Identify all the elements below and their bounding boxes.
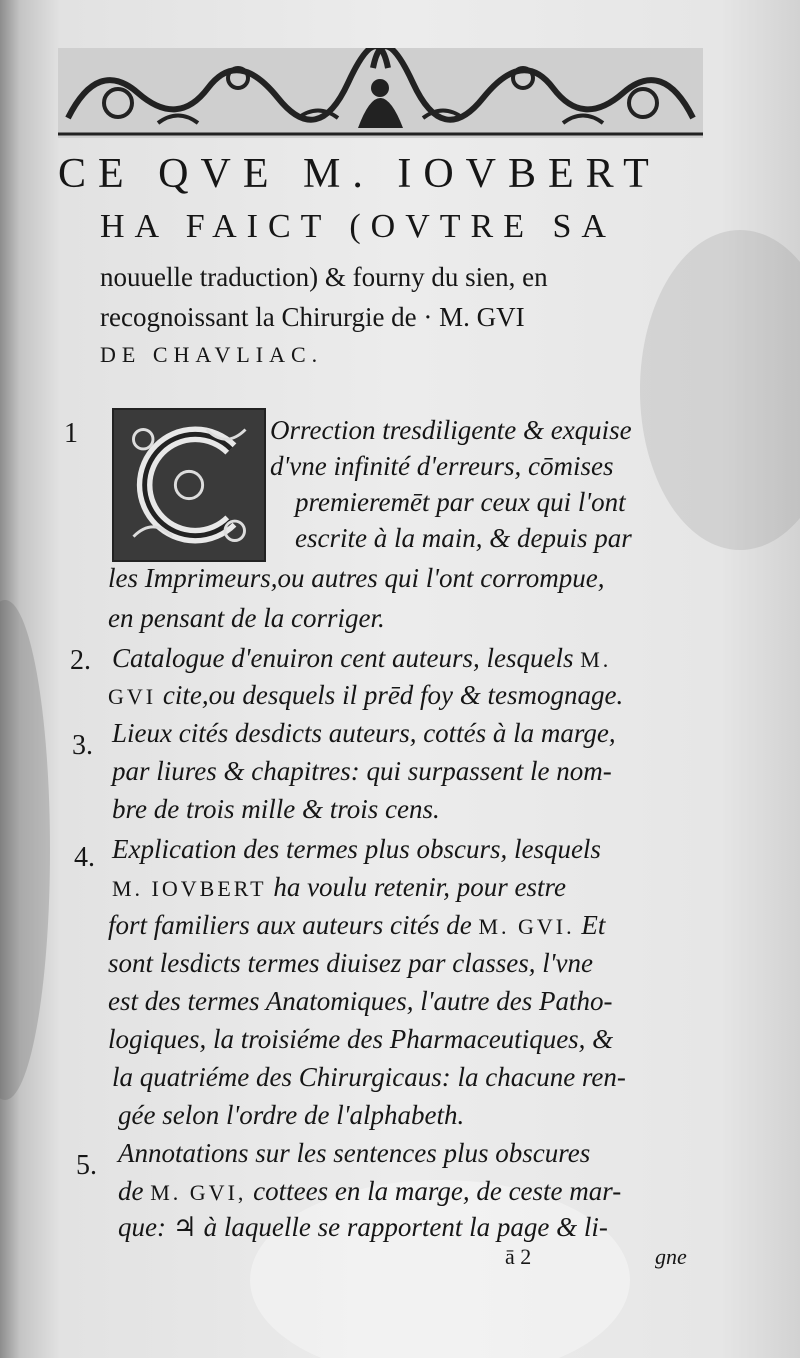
catchword: gne [655, 1244, 687, 1269]
item-4-line-2 [112, 872, 566, 903]
item-2-line-2-text: cite,ou desquels il prēd foy & tesmognage. [162, 680, 624, 710]
item-number-3: 3. [72, 730, 93, 761]
subtitle-line-3: DE CHAVLIAC. [100, 342, 324, 367]
item-2-line-1-author: M. [580, 647, 612, 672]
item-2-line-2 [108, 680, 623, 711]
item-4-line-8: gée selon l'ordre de l'alphabeth. [118, 1100, 465, 1130]
item-1-line-4: escrite à la main, & depuis par [295, 523, 632, 553]
item-1-line-3: premieremēt par ceux qui l'ont [295, 487, 626, 517]
item-4-line-7: la quatriéme des Chirurgicaus: la chacune ren- [112, 1062, 626, 1092]
item-4-line-4: sont lesdicts termes diuisez par classes, l'vne [108, 948, 593, 978]
item-4-line-3-text-b: Et [581, 910, 606, 940]
page-edge-shadow [0, 600, 50, 1100]
item-4-line-5: est des termes Anatomiques, l'autre des Patho- [108, 986, 613, 1016]
item-number-2: 2. [70, 645, 91, 676]
item-1-line-6: en pensant de la corriger. [108, 603, 385, 633]
item-3-line-3: bre de trois mille & trois cens. [112, 794, 440, 824]
item-number-5: 5. [76, 1150, 97, 1181]
subtitle-line-2: recognoissant la Chirurgie de · M. GVI [100, 302, 525, 332]
item-5-line-2-author: M. GVI, [150, 1180, 247, 1205]
decorated-initial-c [112, 408, 266, 562]
item-4-line-6: logiques, la troisiéme des Pharmaceutiques, & [108, 1024, 614, 1054]
item-2-line-1-text: Catalogue d'enuiron cent auteurs, lesquels [112, 643, 574, 673]
item-5-line-2-text-b: cottees en la marge, de ceste mar- [253, 1176, 622, 1206]
item-5-line-1: Annotations sur les sentences plus obscures [118, 1138, 591, 1168]
item-4-line-3-text-a: fort familiers aux auteurs cités de [108, 910, 472, 940]
item-4-line-2-text: ha voulu retenir, pour estre [273, 872, 567, 902]
item-5-line-3: que: ♃ à laquelle se rapportent la page & li- [118, 1212, 608, 1242]
item-3-line-2: par liures & chapitres: qui surpassent le nom- [112, 756, 612, 786]
item-number-4: 4. [74, 842, 95, 873]
title-line-1: CE QVE M. IOVBERT [58, 151, 661, 197]
item-4-line-2-author: M. IOVBERT [112, 876, 267, 901]
signature-mark: ā 2 [505, 1244, 532, 1269]
item-4-line-3 [108, 910, 605, 941]
headpiece-ornament [58, 48, 703, 138]
title-line-2: HA FAICT (OVTRE SA [100, 208, 616, 245]
item-1-line-2: d'vne infinité d'erreurs, cōmises [270, 451, 614, 481]
subtitle-line-1: nouuelle traduction) & fourny du sien, en [100, 262, 548, 292]
item-2-line-1 [112, 643, 611, 674]
item-4-line-3-author: M. GVI. [478, 914, 575, 939]
item-1-line-1: Orrection tresdiligente & exquise [270, 415, 632, 445]
item-4-line-1: Explication des termes plus obscurs, lesquels [112, 834, 601, 864]
item-5-line-2 [118, 1176, 621, 1207]
item-1-line-5: les Imprimeurs,ou autres qui l'ont corrompue, [108, 563, 605, 593]
item-2-line-2-author: GVI [108, 684, 157, 709]
item-5-line-2-text-a: de [118, 1176, 144, 1206]
item-3-line-1: Lieux cités desdicts auteurs, cottés à la marge, [112, 718, 616, 748]
item-number-1: 1 [64, 418, 78, 449]
